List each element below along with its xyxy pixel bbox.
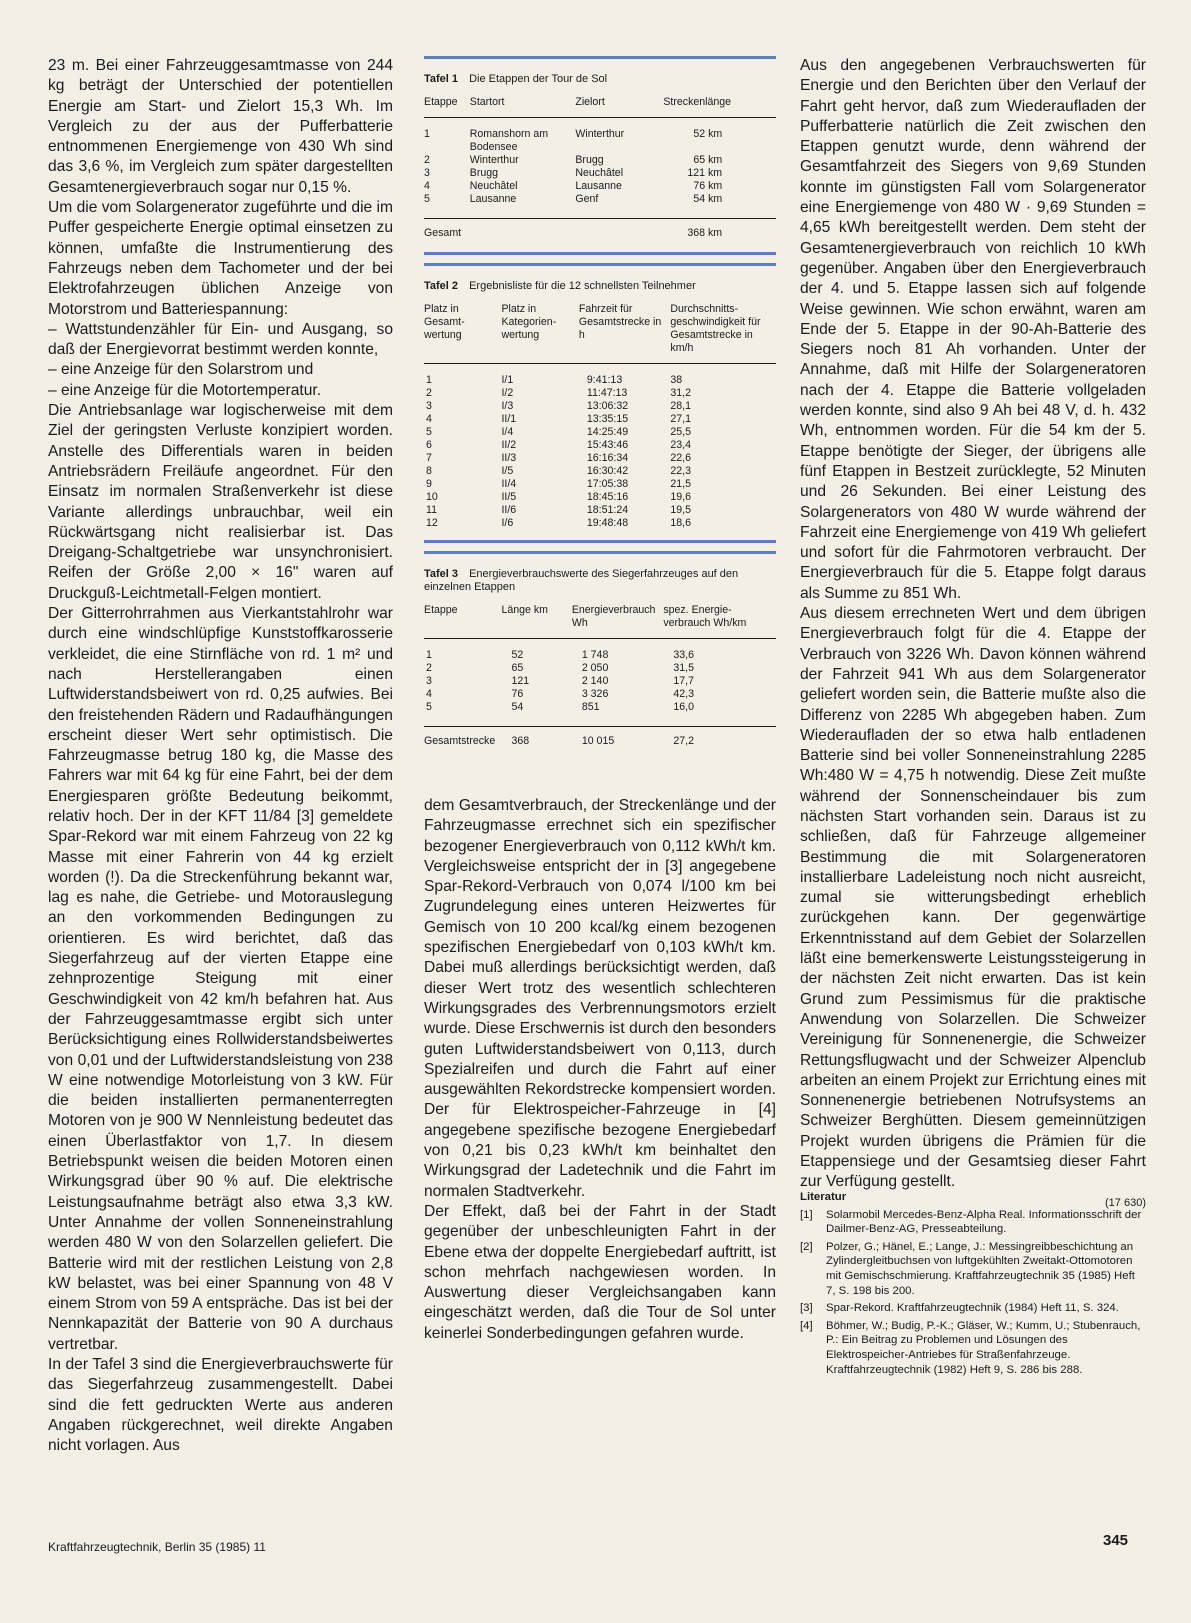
table-rule [424,540,776,543]
cell: 25,5 [670,426,692,438]
cell: I/6 [501,517,514,529]
cell: Neuchâtel [575,167,624,179]
table-title: Energieverbrauchswerte des Siegerfahrzeuges auf den einzelnen Etappen [424,568,739,593]
cell: Winterthur [575,128,625,140]
cell: Lausanne [469,193,517,205]
cell: 23,4 [670,439,692,451]
table-caption [424,59,776,96]
table-1 [424,56,776,255]
cell: 11 [426,504,437,516]
cell: 4 [426,413,432,425]
cell: 52 km [693,128,723,140]
table-row [424,639,776,663]
cell: 18,6 [670,517,692,529]
column-header: Startort [469,96,505,108]
cell: 2 [424,154,430,166]
paragraph: dem Gesamtverbrauch, der Streckenlänge und der Fahrzeugmasse errechnet sich ein spezifischer bezogener Energieverbrauch von 0,112 kWh/t km. Vergleichsweise entspricht der in [3] angegebene Spar-Rekord-Verbrauch von 0,074 l/100 km bei Zugrundelegung eines unteren Heizwertes für Gemisch von 10 200 kcal/kg einem bezogenen spezifischen Energiebedarf von 0,103 kWh/t km. Dabei muß allerdings berücksichtigt werden, daß dieser Wert trotz des wesentlich schlechteren Wirkungsgrades des Verbrennungsmotors erzielt wurde. Diese Erschwernis ist durch den besonders guten Luftwiderstandsbeiwert von 0,113, durch Spezialreifen und durch die Fahrt auf einer ausgewählten Rekordstrecke kompensiert worden. Der für Elektrospeicher-Fahrzeuge in [4] angegebene spezifische bezogene Energiebedarf von 0,21 bis 0,23 kWh/t km beinhaltet den Wirkungsgrad der Ladetechnik und die Fahrt im normalen Stadtverkehr. [424,797,776,1200]
table-row [424,491,776,504]
table-2 [424,263,776,543]
paragraph: Der Effekt, daß bei der Fahrt in der Stadt gegenüber der unbeschleunigten Fahrt in der Ebene etwa der doppelte Energiebedarf auftritt, ist schon mehrfach nachgewiesen worden. In Auswertung dieser Vergleichsangaben kann eingeschätzt werden, daß die Tour de Sol unter keinerlei Sonderbedingungen gefahren wurde. [424,1202,776,1342]
cell: 14:25:49 [586,426,629,438]
column-header: Fahrzeit für Gesamtstrecke in h [578,303,662,341]
cell: 5 [426,701,432,713]
table-3-grid [424,604,776,754]
literature-item [800,1301,1146,1316]
cell: 16,0 [673,701,694,713]
literature-item [800,1240,1146,1298]
reference-number: [4] [800,1319,813,1332]
paragraph: In der Tafel 3 sind die Energieverbrauchswerte für das Siegerfahrzeug zusammengestellt. Dabei sind die fett gedruckten Werte aus anderen Angaben rückgerechnet, weil direkte Angaben nicht vorlagen. Aus [48,1356,393,1455]
paragraph: Der Gitterrohrrahmen aus Vierkantstahlrohr war durch eine windschlüpfige Kunststoffkarosserie verkleidet, die eine Stirnfläche von rd. 1 m² und nach Herstellerangaben einen Luftwiderstandsbeiwert von rd. 0,25 aufwies. Bei den freistehenden Rädern und Radaufhängungen erscheint dieser Wert sehr optimistisch. Die Fahrzeugmasse betrug 180 kg, die Masse des Fahrers war mit 64 kg für eine Fahrt, bei der dem Energiesparen größte Bedeutung beikommt, relativ hoch. Der in der KFT 11/84 [3] gemeldete Spar-Rekord war mit einem Fahrzeug von 22 kg Masse mit einer Fahrerin von 44 kg erzielt worden (!). Da die Streckenführung bekannt war, lag es nahe, die Getriebe- und Motorauslegung an den vorkommenden Bedingungen zu orientieren. Es wird berichtet, daß das Siegerfahrzeug auf der vierten Etappe eine zehnprozentige Steigung mit einer Geschwindigkeit von 42 km/h befahren hat. Aus der Fahrzeuggesamtmasse ergibt sich unter Berücksichtigung eines Rollwiderstandsbeiwertes von 0,01 und der Luftwiderstandsleistung von 238 W eine notwendige Motorleistung von 3 kW. Für die beiden installierten permanenterregten Motoren von je 900 W Nennleistung bedeutet das einen Überlastfaktor von 1,7. In diesem Betriebspunkt weisen die beiden Motoren einen Wirkungsgrad über 90 % auf. Die elektrische Leistungsaufnahme beträgt also etwa 3,3 kW. Unter Annahme der vollen Sonneneinstrahlung werden 480 W von den Solarzellen geliefert. Die Batterie wird mit der restlichen Leistung von 2,8 kW belastet, was bei einer Spannung von 48 V einem Strom von 59 A entspräche. Das ist bei der Nennkapazität der Batterie von 90 A durchaus vertretbar. [48,605,393,1353]
cell: 54 km [693,193,723,205]
cell: II/6 [501,504,517,516]
cell: I/2 [501,387,514,399]
column-header: spez. Energieverbrauch Wh/km [663,604,747,629]
table-caption [424,554,776,604]
paragraph: Um die vom Solargenerator zugeführte und die im Puffer gespeicherte Energie optimal einsetzen zu können, umfaßte die Instrumentierung des Fahrzeugs neben dem Tachometer und der bei Elektrofahrzeugen üblichen Anzeige von Motorstrom und Batteriespannung: [48,199,393,318]
paragraph: 23 m. Bei einer Fahrzeuggesamtmasse von 244 kg beträgt der Unterschied der potentiellen Energie am Start- und Zielort 15,3 Wh. Im Vergleich zu der aus der Pufferbatterie entnommenen Energiemenge von 430 Wh sind das 3,6 %, im Vergleich zum später dargestellten Gesamtenergieverbrauch sogar nur 0,15 %. [48,57,393,196]
table-caption [424,266,776,303]
table-row [424,452,776,465]
cell: 12 [426,517,438,529]
cell [470,219,576,247]
table-1-grid [424,96,776,246]
cell: 121 [511,675,530,687]
cell: 368 [511,735,530,747]
reference-text: Spar-Rekord. Kraftfahrzeugtechnik (1984) Heft 11, S. 324. [826,1302,1119,1315]
cell: 7 [426,452,432,464]
table-row [424,478,776,491]
reference-text: Polzer, G.; Hänel, E.; Lange, J.: Messingreibbeschichtung an Zylindergleitbuchsen von luftgekühlten Zweitakt-Ottomotoren mit Gemischschmierung. Kraftfahrzeugtechnik 35 (1985) Heft 7, S. 198 bis 200. [826,1240,1135,1297]
table-row [424,193,776,219]
cell: 52 [511,649,524,661]
table-row [424,504,776,517]
cell: 65 [511,662,524,674]
column-header: Zielort [575,96,605,108]
column-header: Etappe [424,604,458,616]
cell: 121 km [687,167,723,179]
table-row [424,517,776,530]
column-header: Streckenlänge [663,96,732,108]
cell: II/5 [501,491,517,503]
paragraph: Die Antriebsanlage war logischerweise mit dem Ziel der geringsten Verluste konzipiert worden. Anstelle des Differentials waren in beiden Antriebsrädern Freiläufe angeordnet. Für den Einsatz im normalen Straßenverkehr ist diese Variante allerdings unbrauchbar, weil ein Rückwärtsgang nicht realisierbar ist. Das Dreigang-Schaltgetriebe war unsynchronisiert. Reifen der Größe 2,00 × 16" waren auf Druckguß-Leichtmetall-Felgen montiert. [48,402,393,602]
cell: Genf [575,193,599,205]
cell: II/2 [501,439,517,451]
table-row [424,439,776,452]
table-label: Tafel 3 [424,568,459,580]
table-total-row [424,219,776,247]
cell: 3 [426,675,432,687]
list-item: – eine Anzeige für die Motortemperatur. [48,381,322,399]
journal-footer: Kraftfahrzeugtechnik, Berlin 35 (1985) 11 [48,1540,266,1554]
table-rule [424,252,776,255]
cell: 22,6 [670,452,692,464]
cell: 1 748 [581,649,609,661]
cell: I/1 [501,374,514,386]
cell: 31,2 [670,387,692,399]
reference-text: Solarmobil Mercedes-Benz-Alpha Real. Informationsschrift der Dailmer-Benz-AG, Presseabteilung. [826,1208,1142,1236]
cell: 2 [426,387,432,399]
cell: 1 [426,374,432,386]
table-label: Tafel 2 [424,280,459,292]
table-row [424,400,776,413]
cell: 1 [426,649,432,661]
cell: Brugg [469,167,499,179]
cell: 4 [426,688,432,700]
literature-item [800,1208,1146,1237]
cell: 42,3 [673,688,694,700]
cell: 15:43:46 [586,439,629,451]
column-header: Länge km [501,604,548,616]
cell: II/1 [501,413,517,425]
cell: II/3 [501,452,517,464]
cell: I/4 [501,426,514,438]
cell: 10 [426,491,438,503]
cell: 368 km [687,227,723,239]
paragraph: Aus diesem errechneten Wert und dem übrigen Energieverbrauch folgt für die 4. Etappe der Verbrauch von 3226 Wh. Davon können während der Fahrzeit 941 Wh aus dem Solargenerator geliefert worden sein, die Batterie mußte also die Differenz von 2285 Wh abgegeben haben. Zum Wiederaufladen der so etwa halb entladenen Batterie sind bei voller Sonneneinstrahlung 2285 Wh:480 W = 4,75 h notwendig. Diese Zeit mußte während der Sonnenscheindauer bis zum nächsten Start vorhanden sein. Daraus ist zu schließen, daß für Fahrzeuge allgemeiner Bestimmung die mit Solargeneratoren installierbare Ladeleistung noch nicht ausreicht, zumal sie witterungsbedingt erheblich zurückgehen kann. Der gegenwärtige Erkenntnisstand auf dem Gebiet der Solarzellen läßt eine bemerkenswerte Leistungssteigerung in der nächsten Zeit nicht erwarten. Das ist kein Grund zum Pessimismus für die praktische Anwendung von Solarzellen. Die Schweizer Vereinigung für Sonnenenergie, die Schweizer Rettungsflugwacht und der Schweizer Alpenclub arbeiten an einem Projekt zur Errichtung eines mit Sonnenenergie betriebenen Notrufsystems an Schweizer Berghütten. Diesem gemeinnützigen Projekt wurden übrigens die Prämien für die Etappensiege und der Gesamtsieg dieser Fahrt zur Verfügung gestellt. [800,605,1146,1191]
cell: Romanshorn am Bodensee [469,128,549,153]
middle-column [424,56,776,1344]
cell: 76 [511,688,524,700]
column-header: Etappe [424,96,458,108]
table-row [424,167,776,180]
cell: 76 km [693,180,723,192]
cell: 28,1 [670,400,692,412]
cell: II/4 [501,478,517,490]
cell: Gesamt [424,227,462,239]
table-row [424,426,776,439]
reference-code: (17 630) [1105,1196,1146,1209]
cell: 2 [426,662,432,674]
cell: 17:05:38 [586,478,629,490]
column-header: Energieverbrauch Wh [571,604,656,629]
reference-text: Böhmer, W.; Budig, P.-K.; Gläser, W.; Kumm, U.; Stubenrauch, P.: Ein Beitrag zu Problemen und Lösungen des Elektrospeicher-Antriebes für Straßenfahrzeuge. Kraftfahrzeugtechnik (1982) Heft 9, S. 286 bis 288. [826,1319,1141,1376]
cell: 851 [581,701,600,713]
table-title: Die Etappen der Tour de Sol [469,73,608,85]
cell: Neuchâtel [469,180,518,192]
cell: 11:47:13 [586,387,628,399]
cell: 54 [511,701,524,713]
table-total-row [424,727,776,755]
cell: 4 [424,180,430,192]
column-header: Platz in Kategorienwertung [501,303,557,341]
cell: 38 [670,374,683,386]
cell: 16:30:42 [586,465,629,477]
cell: 9:41:13 [586,374,623,386]
cell: 3 326 [581,688,609,700]
cell: 18:51:24 [586,504,629,516]
cell: 8 [426,465,432,477]
cell: 17,7 [673,675,694,687]
cell: I/3 [501,400,514,412]
cell: 22,3 [670,465,692,477]
cell: 9 [426,478,432,490]
cell: 1 [424,128,430,140]
table-label: Tafel 1 [424,73,459,85]
cell: 31,5 [673,662,694,674]
table-row [424,154,776,167]
cell: 65 km [693,154,723,166]
table-row [424,180,776,193]
table-row [424,387,776,400]
cell: 19,6 [670,491,692,503]
table-row [424,364,776,388]
cell: 3 [426,400,432,412]
reference-number: [1] [800,1208,813,1221]
cell: 27,2 [673,735,694,747]
left-text-column [48,56,393,1456]
cell: Lausanne [575,180,622,192]
table-row [424,465,776,478]
table-row [424,688,776,701]
table-row [424,701,776,727]
literature-heading: Literatur [800,1191,847,1203]
middle-text [424,796,776,1344]
literature-item [800,1319,1146,1377]
literature-section [800,1190,1146,1380]
cell: Winterthur [469,154,519,166]
cell: 2 140 [581,675,609,687]
cell: Brugg [575,154,604,166]
list-item: – Wattstundenzähler für Ein- und Ausgang, so daß der Energievorrat bestimmt werden konnte, [48,320,393,359]
cell: 13:06:32 [586,400,629,412]
column-header: Platz in Gesamtwertung [424,303,465,341]
cell: 16:16:34 [586,452,629,464]
cell: 19:48:48 [586,517,629,529]
reference-number: [3] [800,1302,813,1315]
right-text-column [800,56,1146,1209]
table-row [424,675,776,688]
cell: 3 [424,167,430,179]
list-item: – eine Anzeige für den Solarstrom und [48,361,314,379]
cell: 21,5 [670,478,692,490]
cell: 33,6 [673,649,694,661]
reference-number: [2] [800,1240,813,1253]
paragraph: Aus den angegebenen Verbrauchswerten für Energie und den Berichten über den Verlauf der Fahrt geht hervor, daß zum Wiederaufladen der Pufferbatterie natürlich die Zeit zwischen den Etappen genutzt wurde, denn während der Gesamtfahrzeit des Siegers von 9,69 Stunden konnte im günstigsten Fall vom Solargenerator eine Energiemenge von 480 W · 9,69 Stunden = 4,65 kWh bereitgestellt werden. Dem steht der Gesamtenergieverbrauch von reichlich 10 kWh gegenüber. Angaben über den Energieverbrauch der 4. und 5. Etappe lassen sich auf folgende Weise gewinnen. Wie schon erwähnt, waren am Ende der 5. Etappe in der 90-Ah-Batterie des Siegers noch 81 Ah vorhanden. Unter der Annahme, daß mit Hilfe der Solargeneratoren nach der 4. Etappe die Batterie vollgeladen werden konnte, sind also 9 Ah bei 48 V, d. h. 432 Wh, entnommen worden. Für die 54 km der 5. Etappe benötigte der Sieger, der übrigens alle fünf Etappen in Bestzeit zurücklegte, 52 Minuten und 26 Sekunden. Bei einer Leistung des Solargenerators von 480 W wurde während der Fahrzeit eine Energiemenge von 419 Wh geliefert und sofort für die Fahrmotoren verbraucht. Der Energieverbrauch für die 5. Etappe folgt daraus als Summe zu 851 Wh. [800,57,1146,602]
cell: 10 015 [581,735,615,747]
table-row [424,413,776,426]
column-header: Durchschnittsgeschwindigkeit für Gesamtstrecke in km/h [670,303,761,354]
cell: Gesamtstrecke [424,735,496,747]
cell: I/5 [501,465,514,477]
cell: 5 [426,426,432,438]
cell [575,219,663,247]
cell: 19,5 [670,504,692,516]
cell: 18:45:16 [586,491,629,503]
table-row [424,662,776,675]
table-2-grid [424,303,776,530]
table-3 [424,551,776,754]
table-row [424,118,776,155]
cell: 13:35:15 [586,413,629,425]
table-title: Ergebnisliste für die 12 schnellsten Teilnehmer [469,280,696,292]
page-number: 345 [1103,1532,1129,1549]
cell: 6 [426,439,432,451]
cell: 5 [424,193,430,205]
cell: 27,1 [670,413,692,425]
cell: 2 050 [581,662,609,674]
